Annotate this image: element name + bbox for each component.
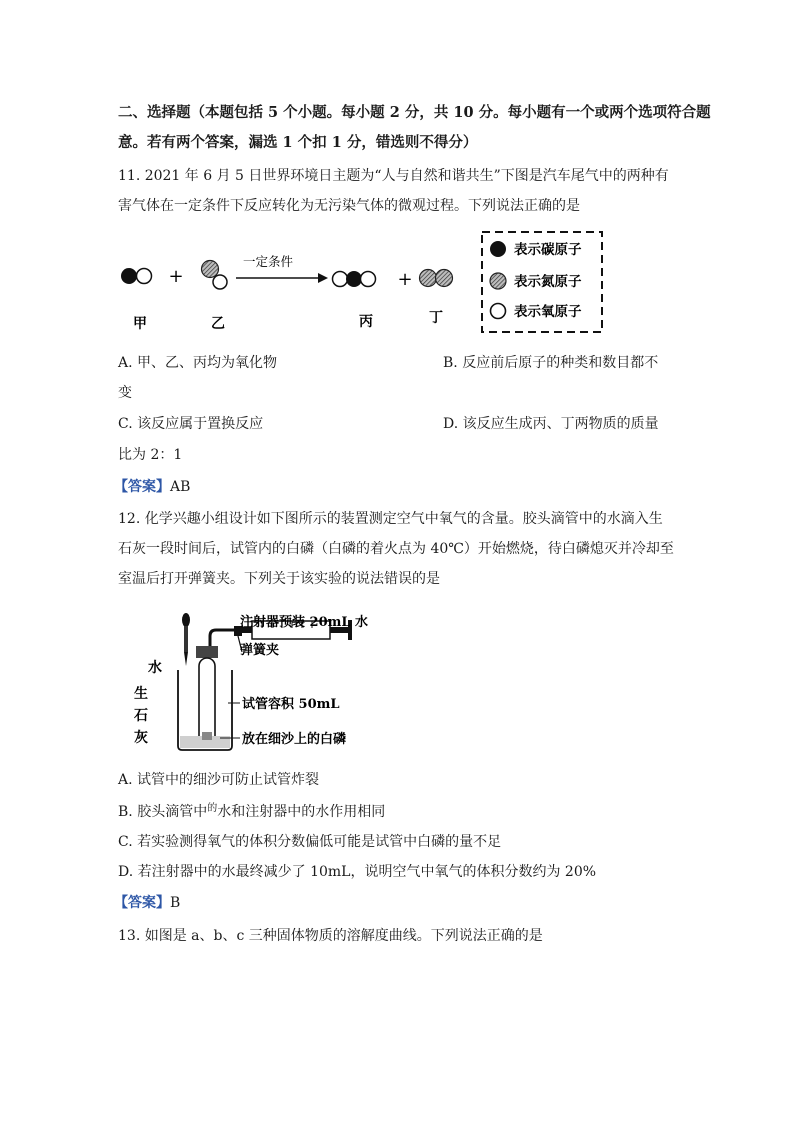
q12-stem-line3: 室温后打开弹簧夹。下列关于该实验的说法错误的是	[118, 571, 440, 587]
q11-option-d: D. 该反应生成丙、丁两物质的质量	[443, 416, 659, 432]
water-label: 水	[148, 660, 162, 676]
carbon-atom-icon	[490, 241, 506, 257]
section-header-line2: 意。若有两个答案，漏选 1 个扣 1 分，错选则不得分）	[118, 134, 478, 151]
legend-carbon: 表示碳原子	[514, 242, 582, 258]
oxygen-atom-icon	[491, 304, 506, 319]
q12-option-b	[118, 802, 385, 824]
q12-option-b-post: 水和注射器中的水作用相同	[217, 804, 386, 820]
q12-answer	[114, 893, 180, 913]
q13-stem-line1: 13. 如图是 a、b、c 三种固体物质的溶解度曲线。下列说法正确的是	[118, 928, 543, 944]
test-tube-icon	[199, 658, 215, 744]
answer-value: AB	[170, 479, 191, 495]
label-ding: 丁	[429, 310, 443, 326]
arrow-head-icon	[318, 273, 328, 283]
nitrogen-atom-icon	[490, 273, 506, 289]
q11-option-c: C. 该反应属于置换反应	[118, 416, 264, 432]
q12-stem-line1: 12. 化学兴趣小组设计如下图所示的装置测定空气中氧气的含量。胶头滴管中的水滴入生	[118, 511, 663, 527]
molecule-bing-icon	[333, 271, 376, 287]
q11-stem-line1: 11. 2021 年 6 月 5 日世界环境日主题为“人与自然和谐共生”下图是汽车尾气中的两种有	[118, 168, 669, 184]
phosphorus-sand	[202, 732, 212, 740]
apparatus-diagram	[130, 608, 380, 756]
molecule-yi-icon	[202, 261, 228, 290]
answer-tag: 【答案】	[114, 895, 170, 911]
lime-label-1: 生	[134, 686, 148, 702]
q11-option-d-cont: 比为 2：1	[118, 447, 183, 463]
legend-oxygen: 表示氧原子	[514, 304, 582, 320]
molecule-jia-icon	[121, 268, 152, 284]
plus-sign-2: +	[397, 269, 413, 290]
lime-label-3: 灰	[134, 730, 148, 746]
q12-option-b-sup: 的	[207, 803, 218, 814]
q11-option-a: A. 甲、乙、丙均为氧化物	[118, 355, 278, 371]
q11-stem-line2: 害气体在一定条件下反应转化为无污染气体的微观过程。下列说法正确的是	[118, 198, 580, 214]
q12-option-d: D. 若注射器中的水最终减少了 10mL，说明空气中氧气的体积分数约为 20%	[118, 864, 597, 880]
section-header-line1: 二、选择题（本题包括 5 个小题。每小题 2 分，共 10 分。每小题有一个或两个选项符合题	[118, 104, 711, 121]
dropper-icon	[182, 613, 190, 666]
phosphorus-label: 放在细沙上的白磷	[242, 732, 347, 747]
q11-option-b: B. 反应前后原子的种类和数目都不	[443, 355, 659, 371]
answer-value: B	[170, 895, 181, 911]
lime-label-2: 石	[134, 708, 148, 724]
reaction-diagram	[118, 228, 618, 338]
label-jia: 甲	[133, 316, 147, 332]
condition-label: 一定条件	[242, 254, 294, 269]
q12-apparatus-figure	[130, 608, 380, 756]
plus-sign-1: +	[168, 266, 184, 287]
tube-label: 试管容积 50mL	[242, 697, 340, 712]
label-yi: 乙	[211, 316, 225, 332]
q12-option-a: A. 试管中的细沙可防止试管炸裂	[118, 772, 320, 788]
q11-reaction-figure	[118, 228, 618, 338]
q12-option-c: C. 若实验测得氧气的体积分数偏低可能是试管中白磷的量不足	[118, 834, 502, 850]
q11-answer	[114, 477, 190, 497]
q12-option-b-pre: B. 胶头滴管中	[118, 804, 208, 820]
clamp-label: 弹簧夹	[240, 643, 280, 658]
q12-stem-line2: 石灰一段时间后，试管内的白磷（白磷的着火点为 40℃）开始燃烧，待白磷熄灭并冷却至	[118, 541, 674, 557]
legend-nitrogen: 表示氮原子	[514, 274, 582, 290]
label-bing: 丙	[359, 314, 373, 330]
q11-option-b-cont: 变	[118, 385, 132, 401]
answer-tag: 【答案】	[114, 479, 170, 495]
molecule-ding-icon	[420, 270, 453, 287]
syringe-label: 注射器预装 20mL 水	[240, 615, 369, 630]
stopper-icon	[196, 646, 218, 658]
